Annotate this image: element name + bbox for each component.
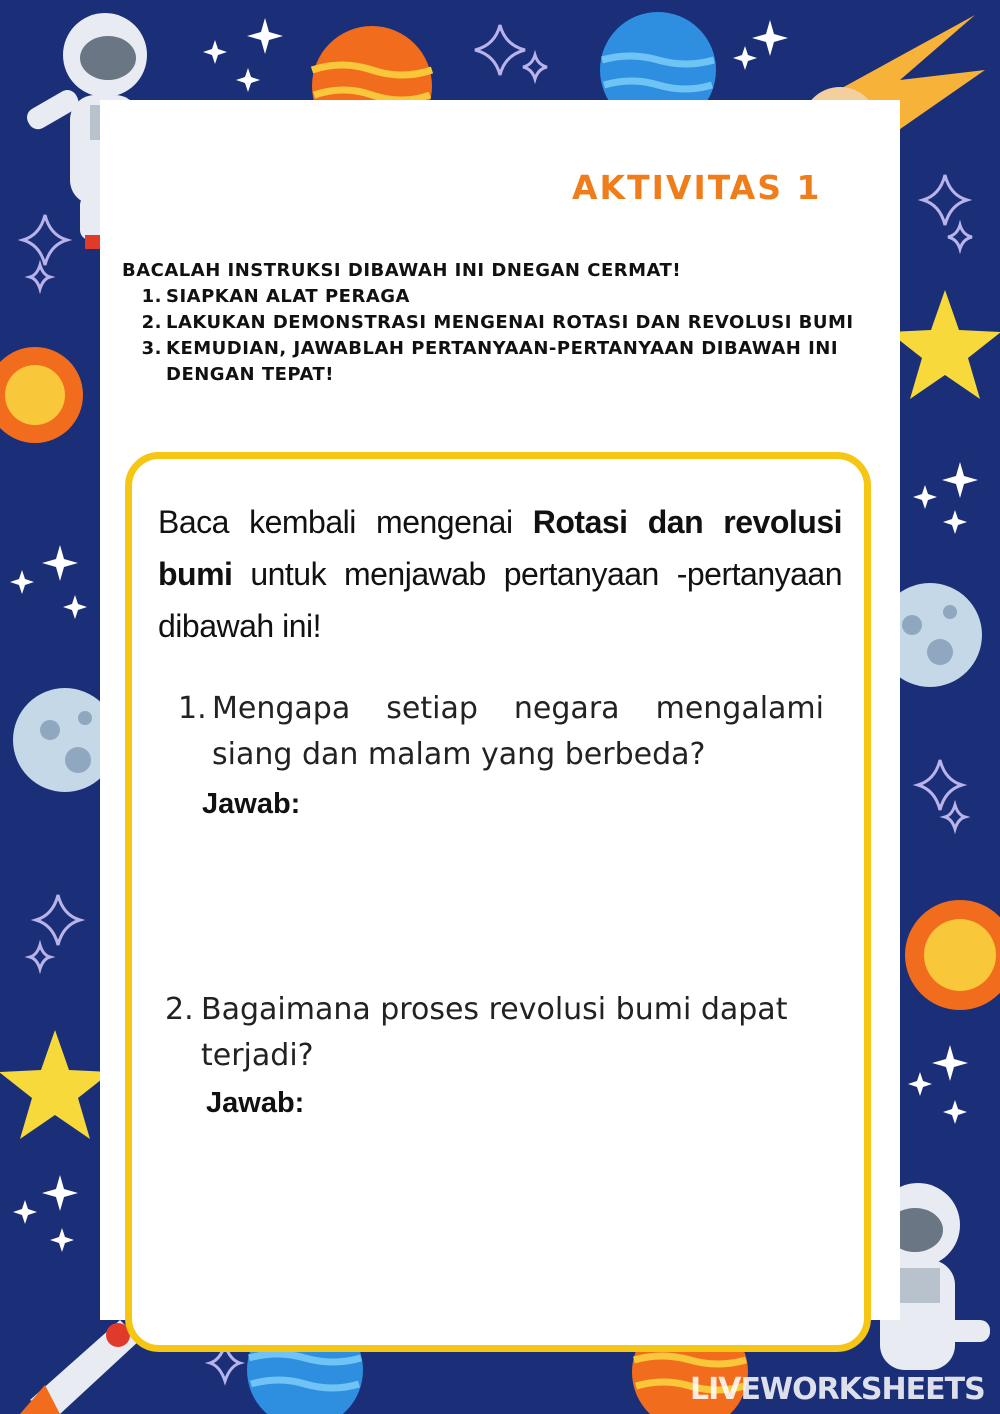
instruction-number: 3. [141,338,162,359]
intro-topic: Rotasi dan revolusi bumi [158,504,843,592]
answer-label-1: Jawab: [202,788,301,820]
watermark: LIVEWORKSHEETS [690,1372,985,1407]
activity-title: AKTIVITAS 1 [572,168,822,207]
instruction-number: 1. [141,286,162,307]
instruction-number: 2. [141,312,162,333]
instruction-item [122,284,882,310]
question-1 [178,686,824,782]
instructions-heading: BACALAH INSTRUKSI DIBAWAH INI DNEGAN CERMAT! [122,260,682,281]
instruction-text: SIAPKAN ALAT PERAGA [166,286,410,307]
question-number: 1. [178,691,207,726]
question-number: 2. [165,992,194,1027]
instructions-list [122,284,882,388]
question-text: Bagaimana proses revolusi bumi dapat terjadi? [201,992,788,1073]
intro-text: untuk menjawab pertanyaan -pertanyaan dibawah ini! [158,556,842,644]
instruction-text: KEMUDIAN, JAWABLAH PERTANYAAN-PERTANYAAN DIBAWAH INI DENGAN TEPAT! [166,338,839,385]
question-text: Mengapa setiap negara mengalami siang dan malam yang berbeda? [212,691,824,772]
intro-text: Baca kembali mengenai [158,504,533,540]
question-2 [165,987,835,1083]
instruction-text: LAKUKAN DEMONSTRASI MENGENAI ROTASI DAN REVOLUSI BUMI [166,312,854,333]
instructions [122,258,882,388]
instruction-item [122,336,882,388]
answer-label-2: Jawab: [206,1087,305,1119]
intro-paragraph [158,496,842,652]
instruction-item [122,310,882,336]
